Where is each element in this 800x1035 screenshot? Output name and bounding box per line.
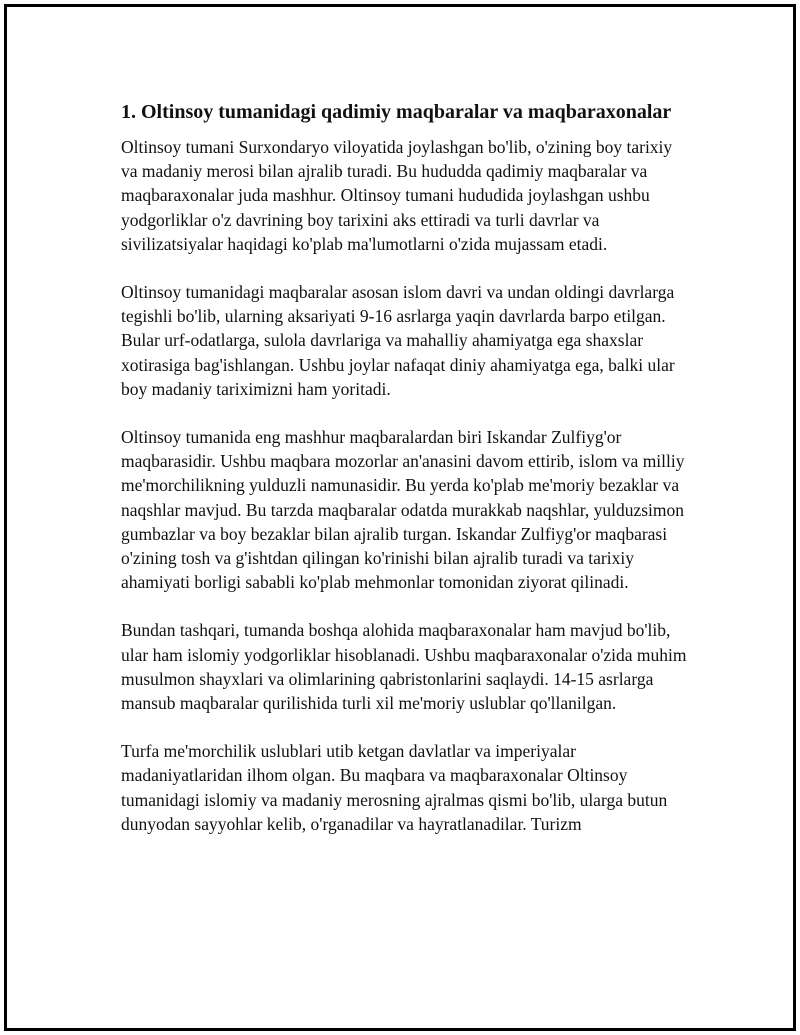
paragraph-1: Oltinsoy tumani Surxondaryo viloyatida joylashgan bo'lib, o'zining boy tarixiy va madaniy merosi bilan ajralib turadi. Bu hududda qadimiy maqbaralar va maqbaraxonalar juda mashhur. Oltinsoy tumani hududida joylashgan ushbu yodgorliklar o'z davrining boy tarixini aks ettiradi va turli davrlar va sivilizatsiyalar haqidagi ko'plab ma'lumotlarni o'zida mujassam etadi. xyxy=(121,137,673,254)
paragraph-4: Bundan tashqari, tumanda boshqa alohida maqbaraxonalar ham mavjud bo'lib, ular ham islomiy yodgorliklar hisoblanadi. Ushbu maqbaraxonalar o'zida muhim musulmon shayxlari va olimlarining qabristonlarini saqlaydi. 14-15 asrlarga mansub maqbaralar qurilishida turli xil me'moriy uslublar qo'llanilgan. xyxy=(121,620,687,714)
paragraph-3: Oltinsoy tumanida eng mashhur maqbaralardan biri Iskandar Zulfiyg'or maqbarasidir. Ushbu maqbara mozorlar an'anasini davom ettirib, islom va milliy me'morchilikning yulduzli namunasidir. Bu yerda ko'plab me'moriy bezaklar va naqshlar mavjud. Bu tarzda maqbaralar odatda murakkab naqshlar, yulduzsimon gumbazlar va boy bezaklar bilan ajralib turgan. Iskandar Zulfiyg'or maqbarasi o'zining tosh va g'ishtdan qilingan ko'rinishi bilan ajralib turadi va tarixiy ahamiyati borligi sababli ko'plab mehmonlar tomonidan ziyorat qilinadi. xyxy=(121,427,685,593)
page-frame xyxy=(4,4,796,1031)
paragraph-5: Turfa me'morchilik uslublari utib ketgan davlatlar va imperiyalar madaniyatlaridan ilhom olgan. Bu maqbara va maqbaraxonalar Oltinsoy tumanidagi islomiy va madaniy merosning ajralmas qismi bo'lib, ularga butun dunyodan sayyohlar kelib, o'rganadilar va hayratlanadilar. Turizm xyxy=(121,741,668,834)
document-title: 1. Oltinsoy tumanidagi qadimiy maqbaralar va maqbaraxonalar xyxy=(121,101,672,123)
paragraph-2: Oltinsoy tumanidagi maqbaralar asosan islom davri va undan oldingi davrlarga tegishli bo'lib, ularning aksariyati 9-16 asrlarga yaqin davrlarda barpo etilgan. Bular urf-odatlarga, sulola davrlariga va mahalliy ahamiyatga ega shaxslar xotirasiga bag'ishlangan. Ushbu joylar nafaqat diniy ahamiyatga ega, balki ular boy madaniy tariximizni ham yoritadi. xyxy=(121,282,675,399)
document-body xyxy=(121,99,691,860)
